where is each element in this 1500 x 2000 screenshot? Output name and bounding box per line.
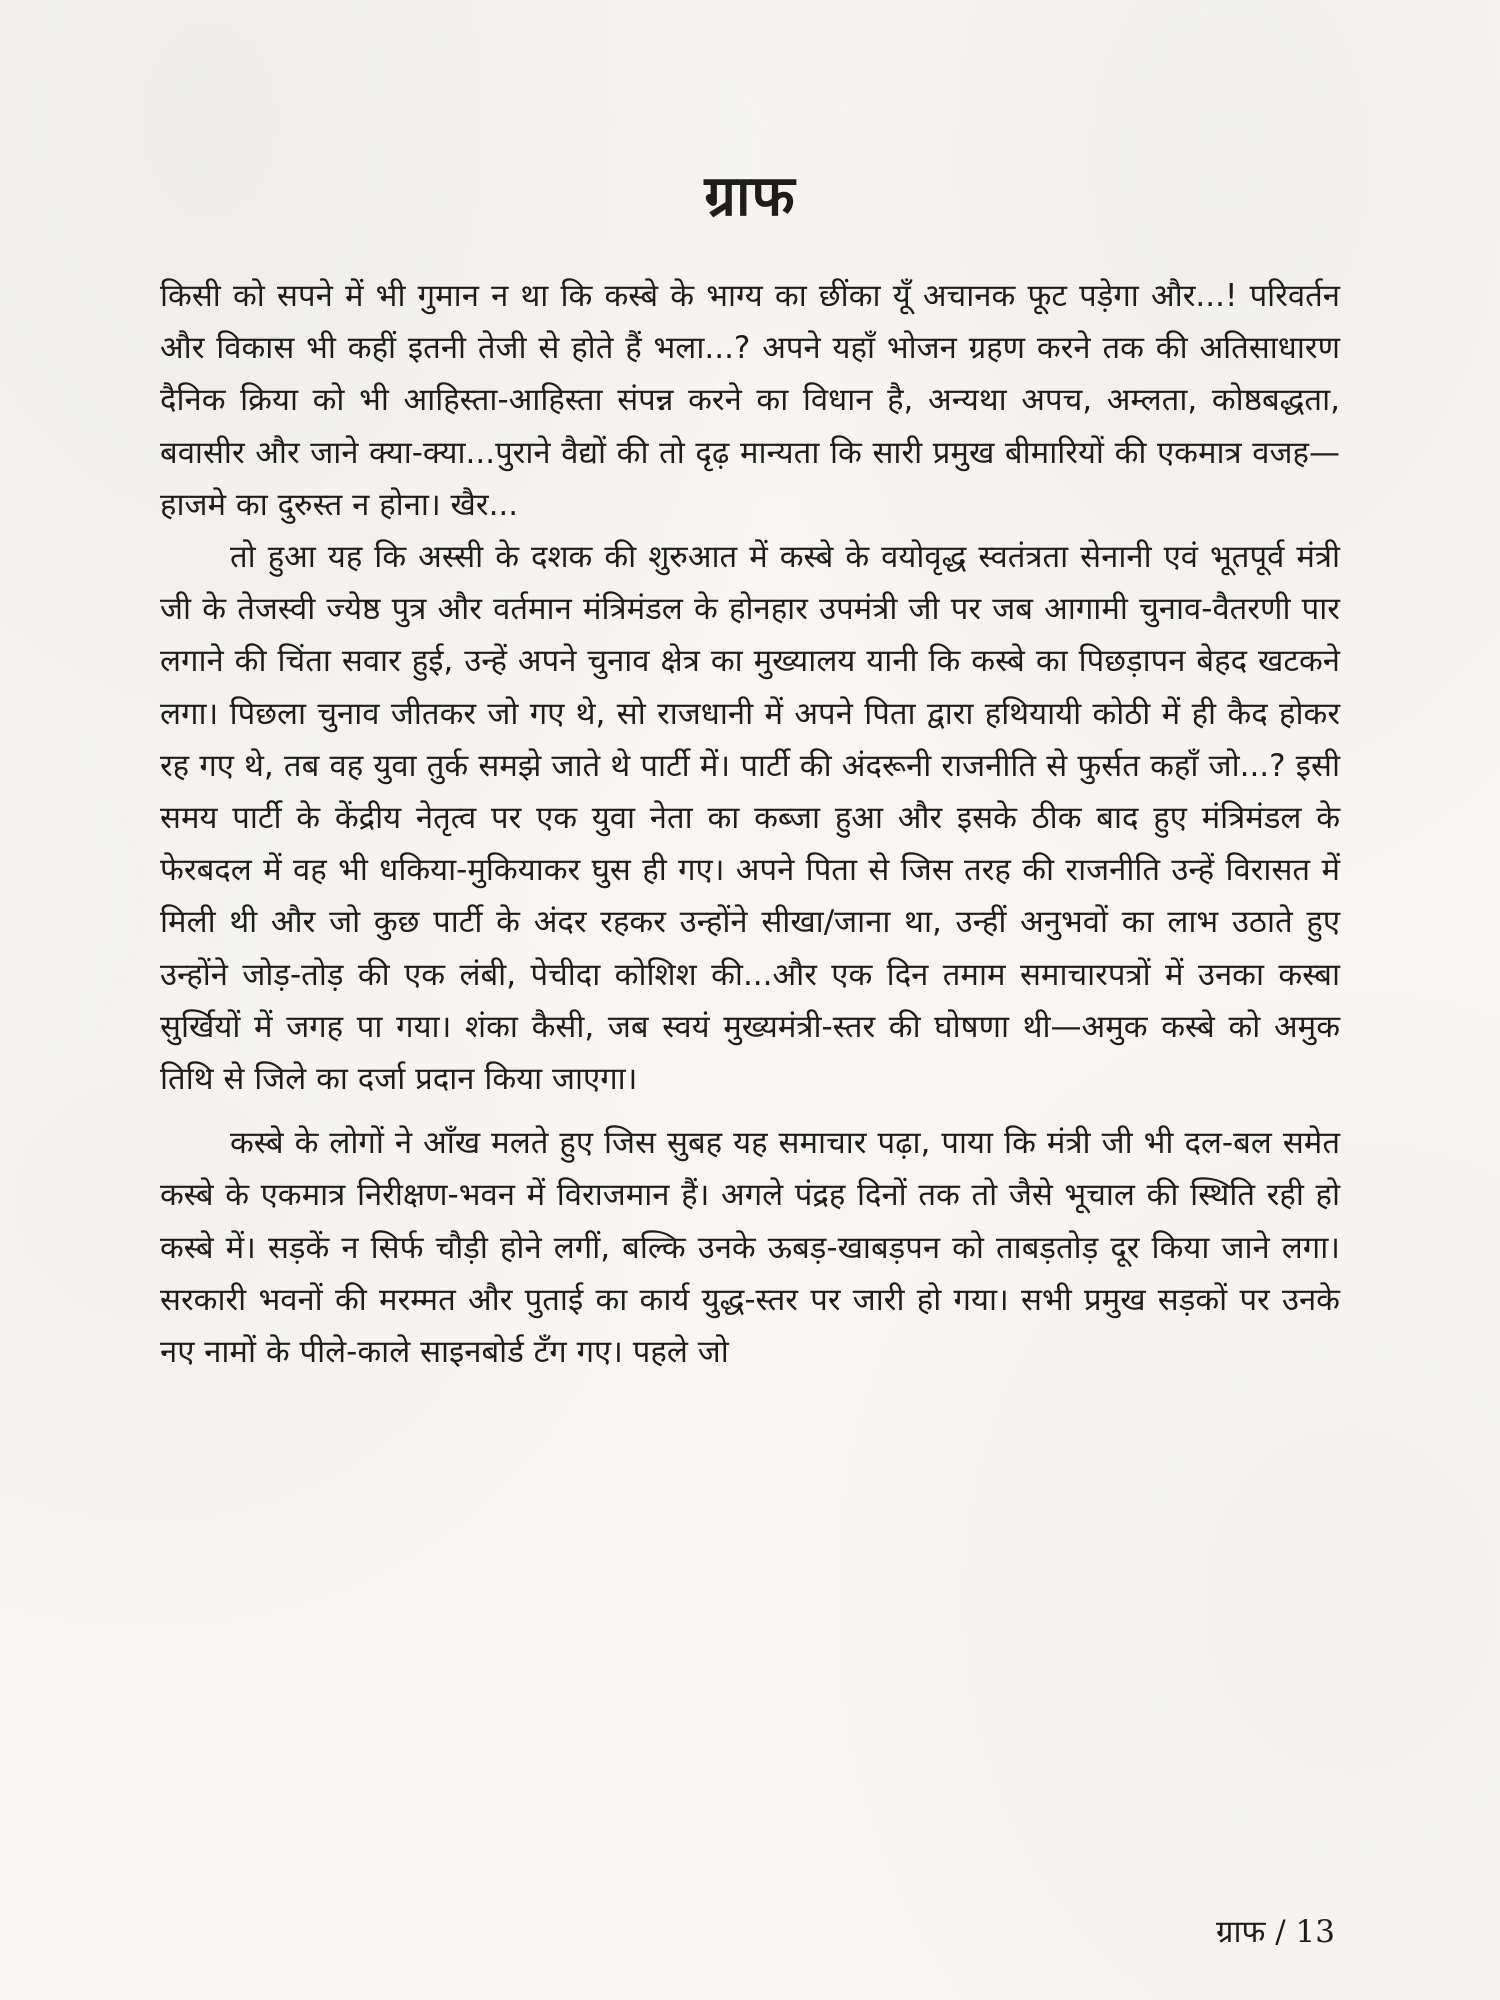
paragraph-third: कस्बे के लोगों ने आँख मलते हुए जिस सुबह यह समाचार पढ़ा, पाया कि मंत्री जी भी दल-बल समेत कस्बे के एकमात्र निरीक्षण-भवन में विराजमान हैं। अगले पंद्रह दिनों तक तो जैसे भूचाल की स्थिति रही हो कस्बे में। सड़कें न सिर्फ चौड़ी होने लगीं, बल्कि उनके ऊबड़-खाबड़पन को ताबड़तोड़ दूर किया जाने लगा। सरकारी भवनों की मरम्मत और पुताई का कार्य युद्ध-स्तर पर जारी हो गया। सभी प्रमुख सड़कों पर उनके नए नामों के पीले-काले साइनबोर्ड टँग गए। पहले जो	[160, 1125, 1340, 1371]
paragraph-second: तो हुआ यह कि अस्सी के दशक की शुरुआत में कस्बे के वयोवृद्ध स्वतंत्रता सेनानी एवं भूतपूर्व मंत्री जी के तेजस्वी ज्येष्ठ पुत्र और वर्तमान मंत्रिमंडल के होनहार उपमंत्री जी पर जब आगामी चुनाव-वैतरणी पार लगाने की चिंता सवार हुई, उन्हें अपने चुनाव क्षेत्र का मुख्यालय यानी कि कस्बे का पिछड़ापन बेहद खटकने लगा। पिछला चुनाव जीतकर जो गए थे, सो राजधानी में अपने पिता द्वारा हथियायी कोठी में ही कैद होकर रह गए थे, तब वह युवा तुर्क समझे जाते थे पार्टी में। पार्टी की अंदरूनी राजनीति से फुर्सत कहाँ जो...? इसी समय पार्टी के केंद्रीय नेतृत्व पर एक युवा नेता का कब्जा हुआ और इसके ठीक बाद हुए मंत्रिमंडल के फेरबदल में वह भी धकिया-मुकियाकर घुस ही गए। अपने पिता से जिस तरह की राजनीति उन्हें विरासत में मिली थी और जो कुछ पार्टी के अंदर रहकर उन्होंने सीखा/जाना था, उन्हीं अनुभवों का लाभ उठाते हुए उन्होंने जोड़-तोड़ की एक लंबी, पेचीदा कोशिश की...और एक दिन तमाम समाचारपत्रों में उनका कस्बा सुर्खियों में जगह पा गया। शंका कैसी, जब स्वयं मुख्यमंत्री-स्तर की घोषणा थी—अमुक कस्बे को अमुक तिथि से जिले का दर्जा प्रदान किया जाएगा।	[160, 539, 1340, 1098]
body-text	[160, 270, 1340, 1378]
page-footer: ग्राफ / 13	[1215, 1914, 1335, 1950]
chapter-title: ग्राफ	[704, 163, 796, 229]
paragraph-opening: किसी को सपने में भी गुमान न था कि कस्बे के भाग्य का छींका यूँ अचानक फूट पड़ेगा और...! परिवर्तन और विकास भी कहीं इतनी तेजी से होते हैं भला...? अपने यहाँ भोजन ग्रहण करने तक की अतिसाधारण दैनिक क्रिया को भी आहिस्ता-आहिस्ता संपन्न करने का विधान है, अन्यथा अपच, अम्लता, कोष्ठबद्धता, बवासीर और जाने क्या-क्या...पुराने वैद्यों की तो दृढ़ मान्यता कि सारी प्रमुख बीमारियों की एकमात्र वजह—हाजमे का दुरुस्त न होना। खैर...	[160, 278, 1340, 523]
